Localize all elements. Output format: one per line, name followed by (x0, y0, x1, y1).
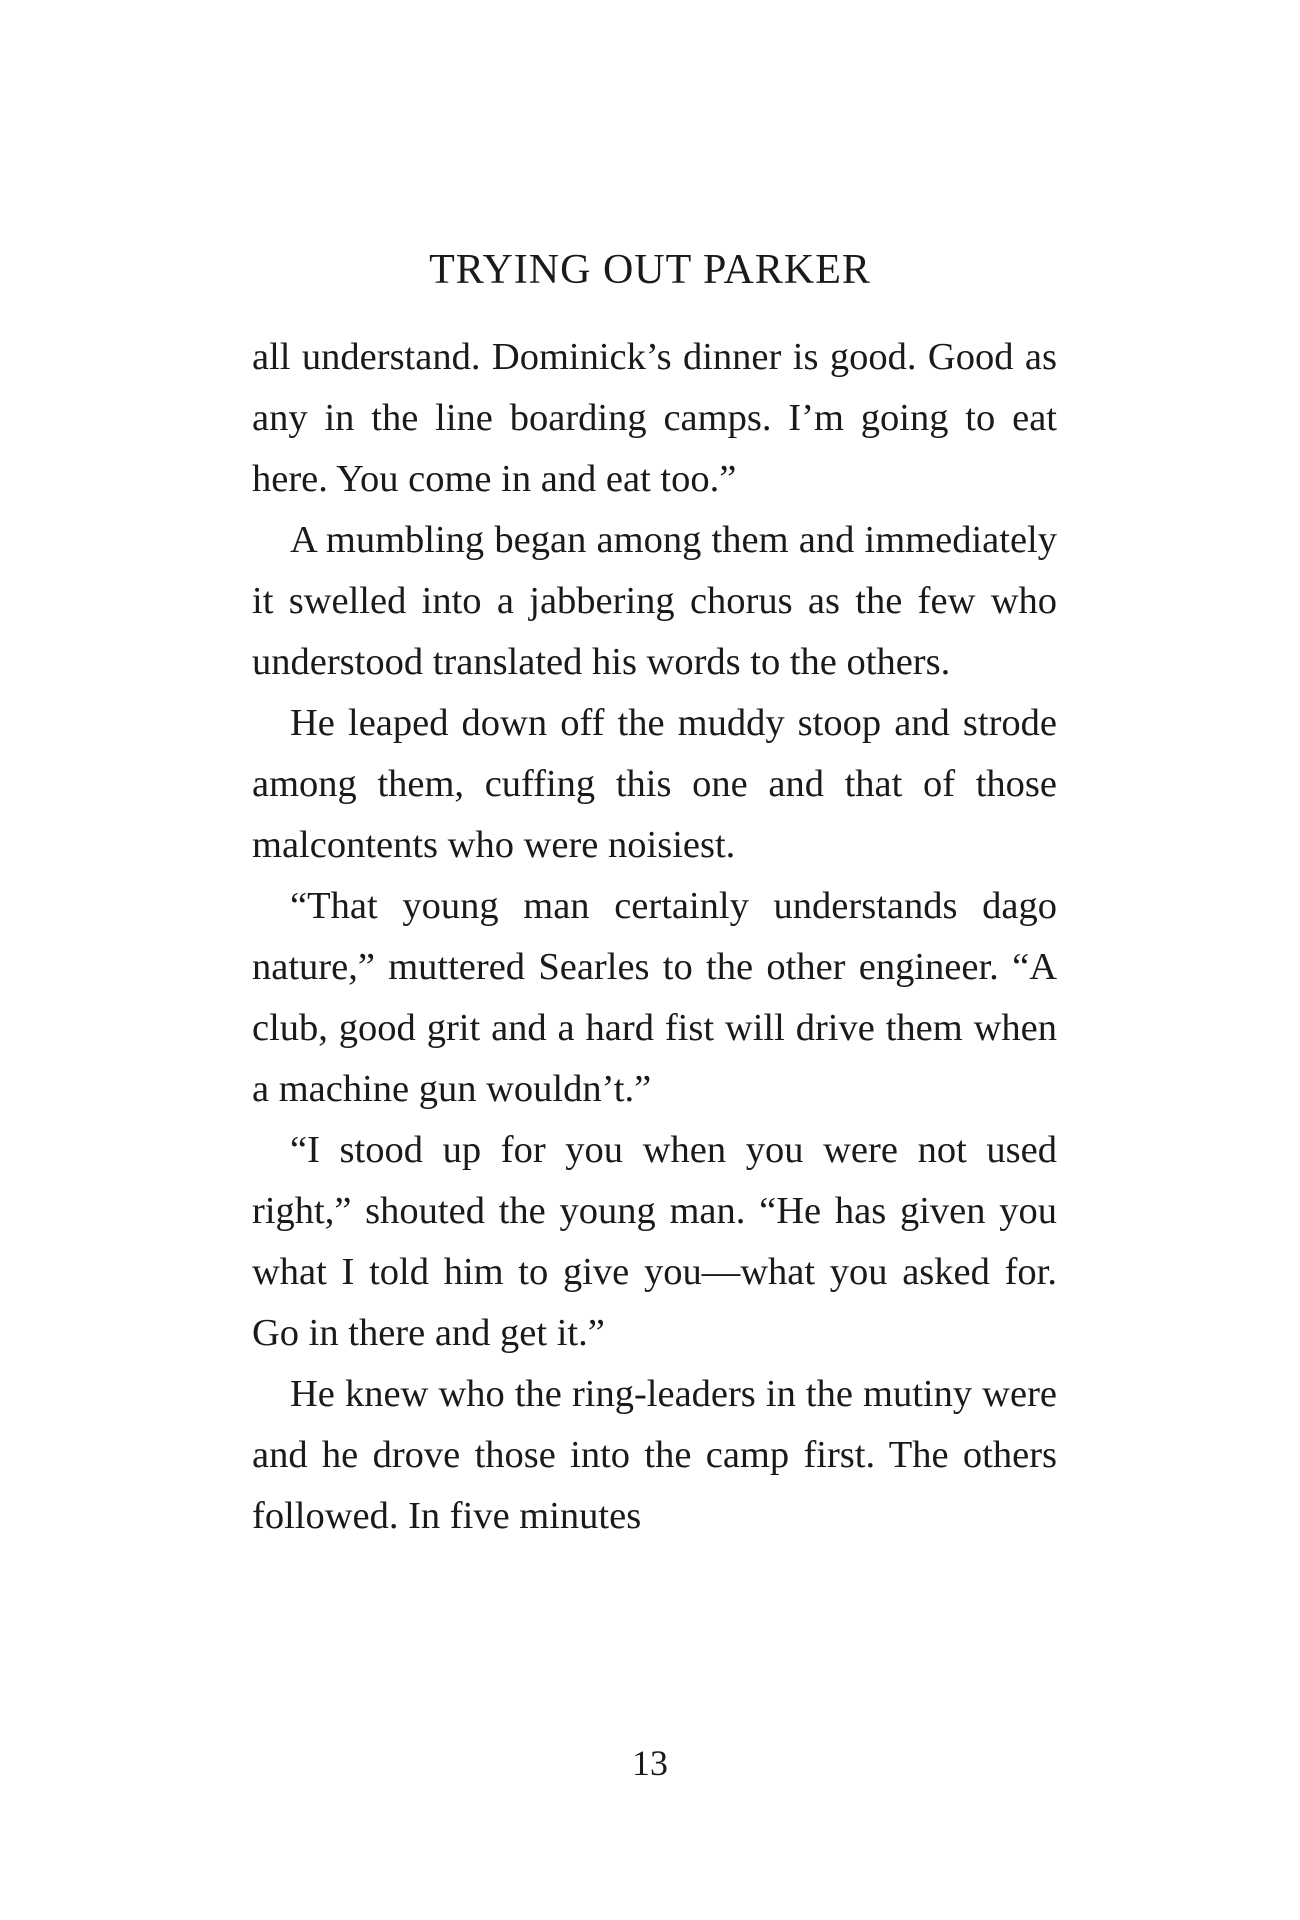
page-number: 13 (632, 1743, 668, 1783)
body-text (252, 327, 1057, 1547)
paragraph: He leaped down off the muddy stoop and strode among them, cuffing this one and that of those malcontents who were noisiest. (252, 702, 1057, 866)
paragraph: He knew who the ring-leaders in the mutiny were and he drove those into the camp first. The others followed. In five minutes (252, 1373, 1057, 1537)
running-head: TRYING OUT PARKER (429, 247, 871, 293)
paragraph: “I stood up for you when you were not used right,” shouted the young man. “He has given you what I told him to give you—what you asked for. Go in there and get it.” (252, 1129, 1057, 1354)
paragraph-continuation: all understand. Dominick’s dinner is good. Good as any in the line boarding camps. I’m going to eat here. You come in and eat too.” (252, 336, 1057, 500)
paragraph: A mumbling began among them and immediately it swelled into a jabbering chorus as the few who understood translated his words to the others. (252, 519, 1057, 683)
paragraph: “That young man certainly understands dago nature,” muttered Searles to the other engineer. “A club, good grit and a hard fist will drive them when a machine gun wouldn’t.” (252, 885, 1057, 1110)
